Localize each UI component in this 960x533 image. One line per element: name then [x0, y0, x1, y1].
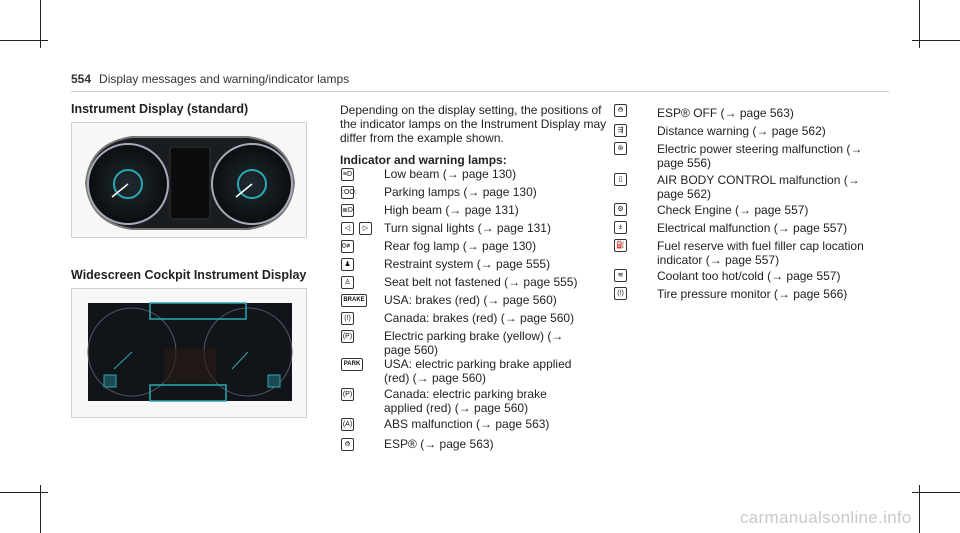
lamp-row: ESP® (→ page 563) — [384, 437, 494, 451]
battery-icon: ± — [614, 221, 627, 234]
lamp-row: USA: electric parking brake applied (red) (→ page 560) — [384, 357, 572, 385]
intro-text: Depending on the display setting, the positions of the indicator lamps on the Instrument Display may differ from the example shown. — [340, 103, 607, 145]
widescreen-cluster-graphic — [72, 289, 308, 419]
standard-cluster-graphic — [72, 123, 308, 239]
seat-belt-icon: ♙ — [341, 276, 354, 289]
lamp-row: Canada: electric parking brake applied (red) (→ page 560) — [384, 387, 547, 415]
parking-lamps-icon: :OO: — [341, 186, 354, 199]
intro-block — [340, 103, 608, 171]
running-header — [71, 72, 349, 86]
distance-warning-icon: ⇶ — [614, 124, 627, 137]
parking-brake-canada-icon: (P) — [341, 388, 354, 401]
park-usa-icon: PARK — [341, 358, 363, 371]
tire-pressure-icon: (!) — [614, 287, 627, 300]
lamps-subheading: Indicator and warning lamps: — [340, 153, 507, 167]
low-beam-icon: ≡D — [341, 168, 354, 181]
high-beam-icon: ≣D — [341, 204, 354, 217]
lamp-row: Turn signal lights (→ page 131) — [384, 221, 551, 235]
parking-brake-icon: (P) — [341, 330, 354, 343]
lamp-row: Fuel reserve with fuel filler cap location indicator (→ page 557) — [657, 239, 864, 267]
check-engine-icon: ⚙ — [614, 203, 627, 216]
crop-mark — [0, 492, 48, 493]
crop-mark — [912, 492, 960, 493]
crop-mark — [912, 40, 960, 41]
lamp-row: Distance warning (→ page 562) — [657, 124, 826, 138]
esp-icon: ⟰ — [341, 438, 354, 451]
coolant-icon: ≋ — [614, 269, 627, 282]
air-body-control-icon: ▯ — [614, 173, 627, 186]
lamp-row: USA: brakes (red) (→ page 560) — [384, 293, 557, 307]
lamp-row: Check Engine (→ page 557) — [657, 203, 809, 217]
lamp-row: Tire pressure monitor (→ page 566) — [657, 287, 848, 301]
lamp-row: Electric parking brake (yellow) (→ page 560) — [384, 329, 564, 357]
power-steering-icon: ⊛ — [614, 142, 627, 155]
esp-off-icon: ⟰ — [614, 104, 627, 117]
standard-cluster-figure — [71, 122, 307, 238]
turn-signal-right-icon: ▷ — [359, 222, 372, 235]
header-rule — [71, 91, 889, 92]
header-title: Display messages and warning/indicator lamps — [99, 72, 350, 86]
lamp-row: Coolant too hot/cold (→ page 557) — [657, 269, 841, 283]
abs-icon: (A) — [341, 418, 354, 431]
lamp-row: Low beam (→ page 130) — [384, 167, 517, 181]
crop-mark — [0, 40, 48, 41]
page-number: 554 — [71, 72, 92, 86]
lamp-row: ESP® OFF (→ page 563) — [657, 106, 794, 120]
brake-canada-icon: (!) — [341, 312, 354, 325]
heading-widescreen: Widescreen Cockpit Instrument Display — [71, 268, 307, 282]
lamp-row: Rear fog lamp (→ page 130) — [384, 239, 537, 253]
lamp-row: ABS malfunction (→ page 563) — [384, 417, 550, 431]
lamp-row: Parking lamps (→ page 130) — [384, 185, 537, 199]
heading-standard: Instrument Display (standard) — [71, 102, 249, 116]
rear-fog-lamp-icon: 0≢ — [341, 240, 354, 253]
lamp-row: High beam (→ page 131) — [384, 203, 519, 217]
watermark: carmanualsonline.info — [740, 508, 912, 527]
lamp-row: Electric power steering malfunction (→ page 556) — [657, 142, 863, 170]
lamp-row: Seat belt not fastened (→ page 555) — [384, 275, 578, 289]
lamp-row: AIR BODY CONTROL malfunction (→ page 562) — [657, 173, 860, 201]
lamp-row: Restraint system (→ page 555) — [384, 257, 551, 271]
lamp-row: Canada: brakes (red) (→ page 560) — [384, 311, 575, 325]
lamp-row: Electrical malfunction (→ page 557) — [657, 221, 848, 235]
turn-signal-left-icon: ◁ — [341, 222, 354, 235]
fuel-icon: ⛽ — [614, 239, 627, 252]
widescreen-cluster-figure — [71, 288, 307, 418]
restraint-system-icon: ♟ — [341, 258, 354, 271]
brake-usa-icon: BRAKE — [341, 294, 367, 307]
